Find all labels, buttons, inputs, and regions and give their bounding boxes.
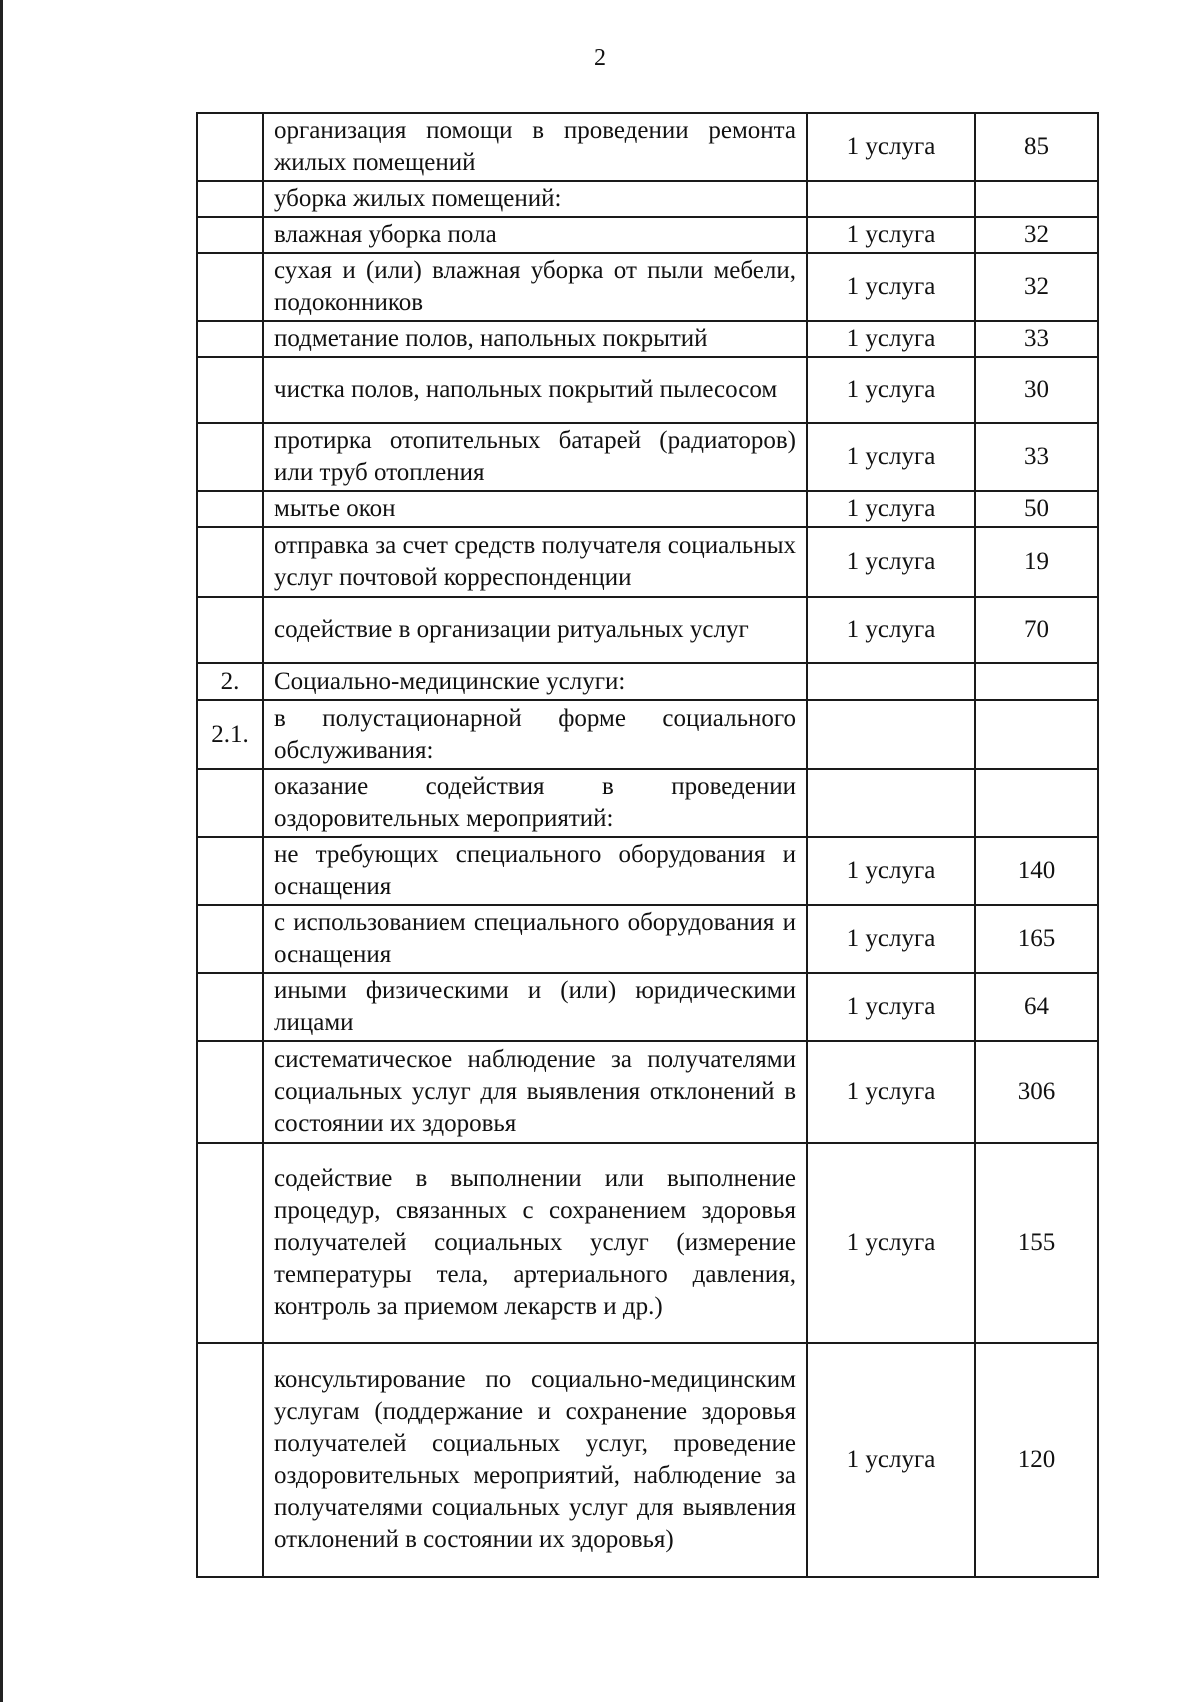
- table-row: [197, 253, 1098, 321]
- service-price: 32: [975, 253, 1098, 321]
- row-number: 2.: [197, 663, 263, 700]
- row-number: [197, 321, 263, 357]
- service-name: уборка жилых помещений:: [263, 181, 807, 217]
- service-price: 85: [975, 113, 1098, 181]
- row-number: [197, 253, 263, 321]
- table-row: [197, 423, 1098, 491]
- service-unit: 1 услуга: [807, 837, 975, 905]
- service-name: отправка за счет средств получателя социальных услуг почтовой корреспонденции: [263, 527, 807, 597]
- table-row: [197, 217, 1098, 253]
- service-price: 33: [975, 321, 1098, 357]
- service-name: содействие в организации ритуальных услуг: [263, 597, 807, 663]
- table-row: [197, 1041, 1098, 1143]
- row-number: [197, 181, 263, 217]
- service-price: [975, 700, 1098, 769]
- service-name: иными физическими и (или) юридическими лицами: [263, 973, 807, 1041]
- table-row: [197, 491, 1098, 527]
- service-name: мытье окон: [263, 491, 807, 527]
- service-name: влажная уборка пола: [263, 217, 807, 253]
- service-price: 30: [975, 357, 1098, 423]
- table-row: [197, 905, 1098, 973]
- table-row: [197, 181, 1098, 217]
- table-row: [197, 769, 1098, 837]
- service-unit: 1 услуга: [807, 423, 975, 491]
- table-row: [197, 663, 1098, 700]
- service-price: 33: [975, 423, 1098, 491]
- row-number: [197, 837, 263, 905]
- service-unit: 1 услуга: [807, 217, 975, 253]
- row-number: [197, 491, 263, 527]
- service-price: 64: [975, 973, 1098, 1041]
- service-price: 155: [975, 1143, 1098, 1343]
- service-unit: 1 услуга: [807, 321, 975, 357]
- service-name: чистка полов, напольных покрытий пылесосом: [263, 357, 807, 423]
- service-price: 70: [975, 597, 1098, 663]
- service-name: подметание полов, напольных покрытий: [263, 321, 807, 357]
- service-unit: 1 услуга: [807, 597, 975, 663]
- table-row: [197, 837, 1098, 905]
- service-unit: 1 услуга: [807, 1343, 975, 1577]
- row-number: [197, 357, 263, 423]
- service-price: 19: [975, 527, 1098, 597]
- service-unit: 1 услуга: [807, 527, 975, 597]
- row-number: [197, 527, 263, 597]
- service-price: 120: [975, 1343, 1098, 1577]
- row-number: [197, 973, 263, 1041]
- table-row: [197, 700, 1098, 769]
- service-price: [975, 769, 1098, 837]
- service-unit: [807, 663, 975, 700]
- service-unit: 1 услуга: [807, 357, 975, 423]
- service-unit: 1 услуга: [807, 905, 975, 973]
- row-number: [197, 597, 263, 663]
- row-number: [197, 1041, 263, 1143]
- service-price: 32: [975, 217, 1098, 253]
- service-unit: 1 услуга: [807, 1041, 975, 1143]
- table-row: [197, 527, 1098, 597]
- service-unit: [807, 700, 975, 769]
- row-number: [197, 1343, 263, 1577]
- table-row: [197, 113, 1098, 181]
- service-name: не требующих специального оборудования и оснащения: [263, 837, 807, 905]
- table-row: [197, 357, 1098, 423]
- row-number: [197, 217, 263, 253]
- service-name: в полустационарной форме социального обслуживания:: [263, 700, 807, 769]
- table-row: [197, 597, 1098, 663]
- service-unit: 1 услуга: [807, 113, 975, 181]
- service-unit: 1 услуга: [807, 253, 975, 321]
- service-name: систематическое наблюдение за получателями социальных услуг для выявления отклонений в состоянии их здоровья: [263, 1041, 807, 1143]
- services-table-body: [197, 113, 1098, 1577]
- table-row: [197, 973, 1098, 1041]
- service-name: консультирование по социально-медицинским услугам (поддержание и сохранение здоровья получателей социальных услуг, проведение оздоровительных мероприятий, наблюдение за получателями социальных услуг для выявления отклонений в состоянии их здоровья): [263, 1343, 807, 1577]
- service-unit: [807, 181, 975, 217]
- row-number: 2.1.: [197, 700, 263, 769]
- service-name: оказание содействия в проведении оздоровительных мероприятий:: [263, 769, 807, 837]
- table-row: [197, 1143, 1098, 1343]
- table-row: [197, 1343, 1098, 1577]
- service-price: 50: [975, 491, 1098, 527]
- service-unit: 1 услуга: [807, 1143, 975, 1343]
- row-number: [197, 1143, 263, 1343]
- page-number: 2: [594, 45, 606, 71]
- service-unit: 1 услуга: [807, 973, 975, 1041]
- service-unit: [807, 769, 975, 837]
- service-price: 165: [975, 905, 1098, 973]
- table-row: [197, 321, 1098, 357]
- row-number: [197, 905, 263, 973]
- service-price: [975, 181, 1098, 217]
- services-table: [196, 112, 1099, 1578]
- scan-edge-line: [0, 0, 3, 1702]
- service-name: с использованием специального оборудования и оснащения: [263, 905, 807, 973]
- service-price: 140: [975, 837, 1098, 905]
- service-price: [975, 663, 1098, 700]
- service-name: сухая и (или) влажная уборка от пыли мебели, подоконников: [263, 253, 807, 321]
- service-price: 306: [975, 1041, 1098, 1143]
- row-number: [197, 113, 263, 181]
- service-name: Социально-медицинские услуги:: [263, 663, 807, 700]
- service-name: протирка отопительных батарей (радиаторов) или труб отопления: [263, 423, 807, 491]
- service-name: организация помощи в проведении ремонта жилых помещений: [263, 113, 807, 181]
- row-number: [197, 769, 263, 837]
- row-number: [197, 423, 263, 491]
- service-name: содействие в выполнении или выполнение процедур, связанных с сохранением здоровья получателей социальных услуг (измерение температуры тела, артериального давления, контроль за приемом лекарств и др.): [263, 1143, 807, 1343]
- service-unit: 1 услуга: [807, 491, 975, 527]
